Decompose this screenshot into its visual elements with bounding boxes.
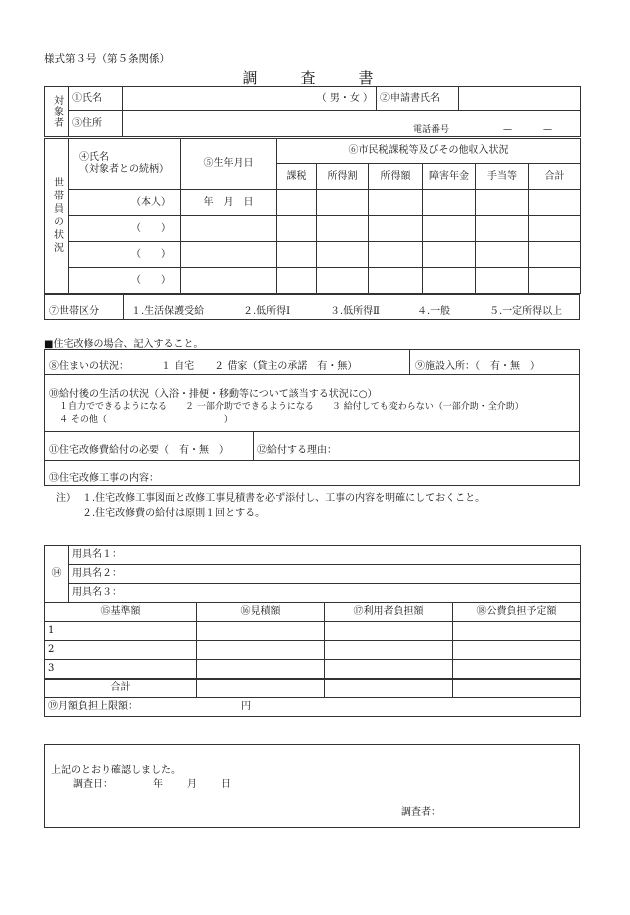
tax-col: 障害年金 [423, 164, 476, 190]
form-number: 様式第３号（第５条関係） [44, 53, 170, 65]
notes-prefix: 注） [56, 493, 76, 504]
category-option[interactable]: ４.一般 [417, 306, 451, 317]
user-burden-cell[interactable] [325, 641, 453, 660]
tax-cell[interactable] [317, 268, 369, 294]
address-field[interactable] [123, 111, 581, 137]
equipment-side-label: ⑭ [45, 546, 69, 603]
birth-field[interactable]: 年 月 日 [181, 190, 277, 216]
life-row [45, 375, 579, 432]
tax-col: 合計 [529, 164, 581, 190]
standard-cell[interactable] [45, 660, 197, 679]
public-burden-cell[interactable] [453, 641, 581, 660]
reason-label: ⑫給付する理由： [257, 445, 337, 456]
tax-cell[interactable] [423, 216, 476, 242]
public-burden-cell[interactable] [453, 622, 581, 641]
equipment-item-1[interactable]: 用具名１： [69, 546, 581, 565]
tax-cell[interactable] [476, 216, 529, 242]
subject-table [44, 86, 581, 137]
tax-cell[interactable] [529, 268, 581, 294]
tax-col: 手当等 [476, 164, 529, 190]
tax-cell[interactable] [369, 190, 423, 216]
household-row [45, 242, 581, 268]
tax-cell[interactable] [476, 190, 529, 216]
household-row [45, 268, 581, 294]
survey-date-label: 調査日： [73, 779, 113, 790]
total-public-burden[interactable] [453, 679, 581, 698]
tax-header: ⑥市民税課税等及びその他収入状況 [277, 139, 581, 164]
user-burden-cell[interactable] [325, 660, 453, 679]
public-burden-cell[interactable] [453, 660, 581, 679]
tax-cell[interactable] [277, 216, 317, 242]
monthly-limit-label: ⑲月額負担上限額： [48, 701, 138, 712]
estimate-cell[interactable] [197, 641, 325, 660]
category-label: ⑦世帯区分 [49, 306, 99, 317]
tax-cell[interactable] [369, 268, 423, 294]
facility-label[interactable]: ⑨施設入所：（ 有・無 ） [415, 361, 540, 372]
category-option[interactable]: １.生活保護受給 [131, 306, 205, 317]
life-options[interactable]: １自力でできるようになる ２ 一部介助でできるようになる ３ 給付しても変わらない（一部介助・全介助） [59, 402, 524, 412]
row-number: 1 [48, 625, 55, 636]
estimate-cell[interactable] [197, 622, 325, 641]
life-label: ⑩給付後の生活の状況（入浴・排便・移動等について該当する状況に○） [49, 389, 378, 400]
renovation-box [44, 349, 580, 486]
relation-field[interactable]: （ ） [69, 242, 181, 268]
standard-cell[interactable] [45, 641, 197, 660]
col-public-burden: ⑱公費負担予定額 [453, 603, 581, 622]
tax-cell[interactable] [476, 268, 529, 294]
birth-field[interactable] [181, 242, 277, 268]
phone-label: 電話番号 [413, 125, 450, 135]
equipment-table [44, 545, 581, 717]
birth-field[interactable] [181, 216, 277, 242]
address-label: ③住所 [69, 111, 123, 137]
yen-label: 円 [241, 701, 251, 712]
household-row [45, 190, 581, 216]
tax-cell[interactable] [529, 190, 581, 216]
applicant-field[interactable] [459, 87, 581, 111]
household-relation-label: （対象者との続柄） [79, 164, 169, 175]
estimate-cell[interactable] [197, 660, 325, 679]
housing-row [45, 350, 579, 375]
total-row [45, 679, 581, 698]
need-label[interactable]: ⑪住宅改修費給付の必要（ 有・無 ） [49, 445, 229, 456]
col-user-burden: ⑰利用者負担額 [325, 603, 453, 622]
name-label: ①氏名 [69, 87, 123, 111]
household-row [45, 216, 581, 242]
birth-field[interactable] [181, 268, 277, 294]
household-table [44, 138, 581, 294]
investigator-label: 調査者： [401, 807, 441, 818]
tax-cell[interactable] [423, 190, 476, 216]
equipment-item-2[interactable]: 用具名２： [69, 565, 581, 584]
applicant-label: ②申請書氏名 [377, 87, 459, 111]
total-user-burden[interactable] [325, 679, 453, 698]
total-label: 合計 [45, 679, 197, 698]
notes-line-2: ２.住宅改修費の給付は原則１回とする。 [82, 508, 266, 519]
housing-options[interactable]: １ 自宅 ２ 借家（貸主の承諾 有・無） [161, 361, 358, 372]
tax-col: 所得額 [369, 164, 423, 190]
tax-cell[interactable] [277, 190, 317, 216]
equipment-item-3[interactable]: 用具名３： [69, 584, 581, 603]
confirm-statement: 上記のとおり確認しました。 [51, 765, 181, 776]
phone-sep-1: — [503, 125, 512, 135]
month-label: 月 [187, 779, 197, 790]
monthly-limit-row[interactable] [45, 698, 581, 717]
row-number: 2 [48, 644, 55, 655]
tax-cell[interactable] [476, 242, 529, 268]
relation-field[interactable]: （本人） [69, 190, 181, 216]
tax-cell[interactable] [423, 268, 476, 294]
household-name-header [69, 139, 181, 190]
gender-field[interactable]: （ 男・女 ） [123, 87, 377, 111]
total-estimate[interactable] [197, 679, 325, 698]
renovation-heading: ■住宅改修の場合、記入すること。 [44, 339, 204, 350]
tax-cell[interactable] [369, 242, 423, 268]
household-side-label: 世帯員の状況 [45, 139, 69, 294]
tax-col: 課税 [277, 164, 317, 190]
birth-header: ⑤生年月日 [181, 139, 277, 190]
relation-field[interactable]: （ ） [69, 268, 181, 294]
tax-cell[interactable] [529, 242, 581, 268]
row-number: 3 [48, 662, 55, 674]
table-row [45, 641, 581, 660]
standard-cell[interactable] [45, 622, 197, 641]
tax-cell[interactable] [529, 216, 581, 242]
subject-side-label: 対象者 [45, 87, 69, 137]
need-row [45, 432, 579, 461]
phone-sep-2: — [543, 125, 552, 135]
tax-col: 所得割 [317, 164, 369, 190]
page-title: 調 査 書 [242, 69, 388, 87]
tax-cell[interactable] [277, 242, 317, 268]
tax-cell[interactable] [423, 242, 476, 268]
household-name-label: ④氏名 [79, 152, 109, 163]
user-burden-cell[interactable] [325, 622, 453, 641]
category-option[interactable]: ２.低所得Ⅰ [243, 306, 291, 317]
col-estimate: ⑯見積額 [197, 603, 325, 622]
household-category-box [44, 294, 580, 320]
day-label: 日 [221, 779, 231, 790]
tax-cell[interactable] [317, 190, 369, 216]
tax-cell[interactable] [317, 216, 369, 242]
col-standard: ⑮基準額 [45, 603, 197, 622]
content-label: ⑬住宅改修工事の内容： [49, 473, 159, 484]
housing-label: ⑧住まいの状況： [49, 361, 129, 372]
life-other[interactable]: ４ その他（ ） [59, 415, 233, 425]
year-label: 年 [153, 779, 163, 790]
tax-cell[interactable] [369, 216, 423, 242]
category-option[interactable]: ５.一定所得以上 [489, 306, 563, 317]
category-option[interactable]: ３.低所得Ⅱ [330, 306, 380, 317]
relation-field[interactable]: （ ） [69, 216, 181, 242]
table-row [45, 660, 581, 679]
confirmation-box [44, 744, 580, 828]
table-row [45, 622, 581, 641]
tax-cell[interactable] [317, 242, 369, 268]
notes-line-1: １.住宅改修工事図面と改修工事見積書を必ず添付し、工事の内容を明確にしておくこと。 [82, 493, 486, 504]
tax-cell[interactable] [277, 268, 317, 294]
